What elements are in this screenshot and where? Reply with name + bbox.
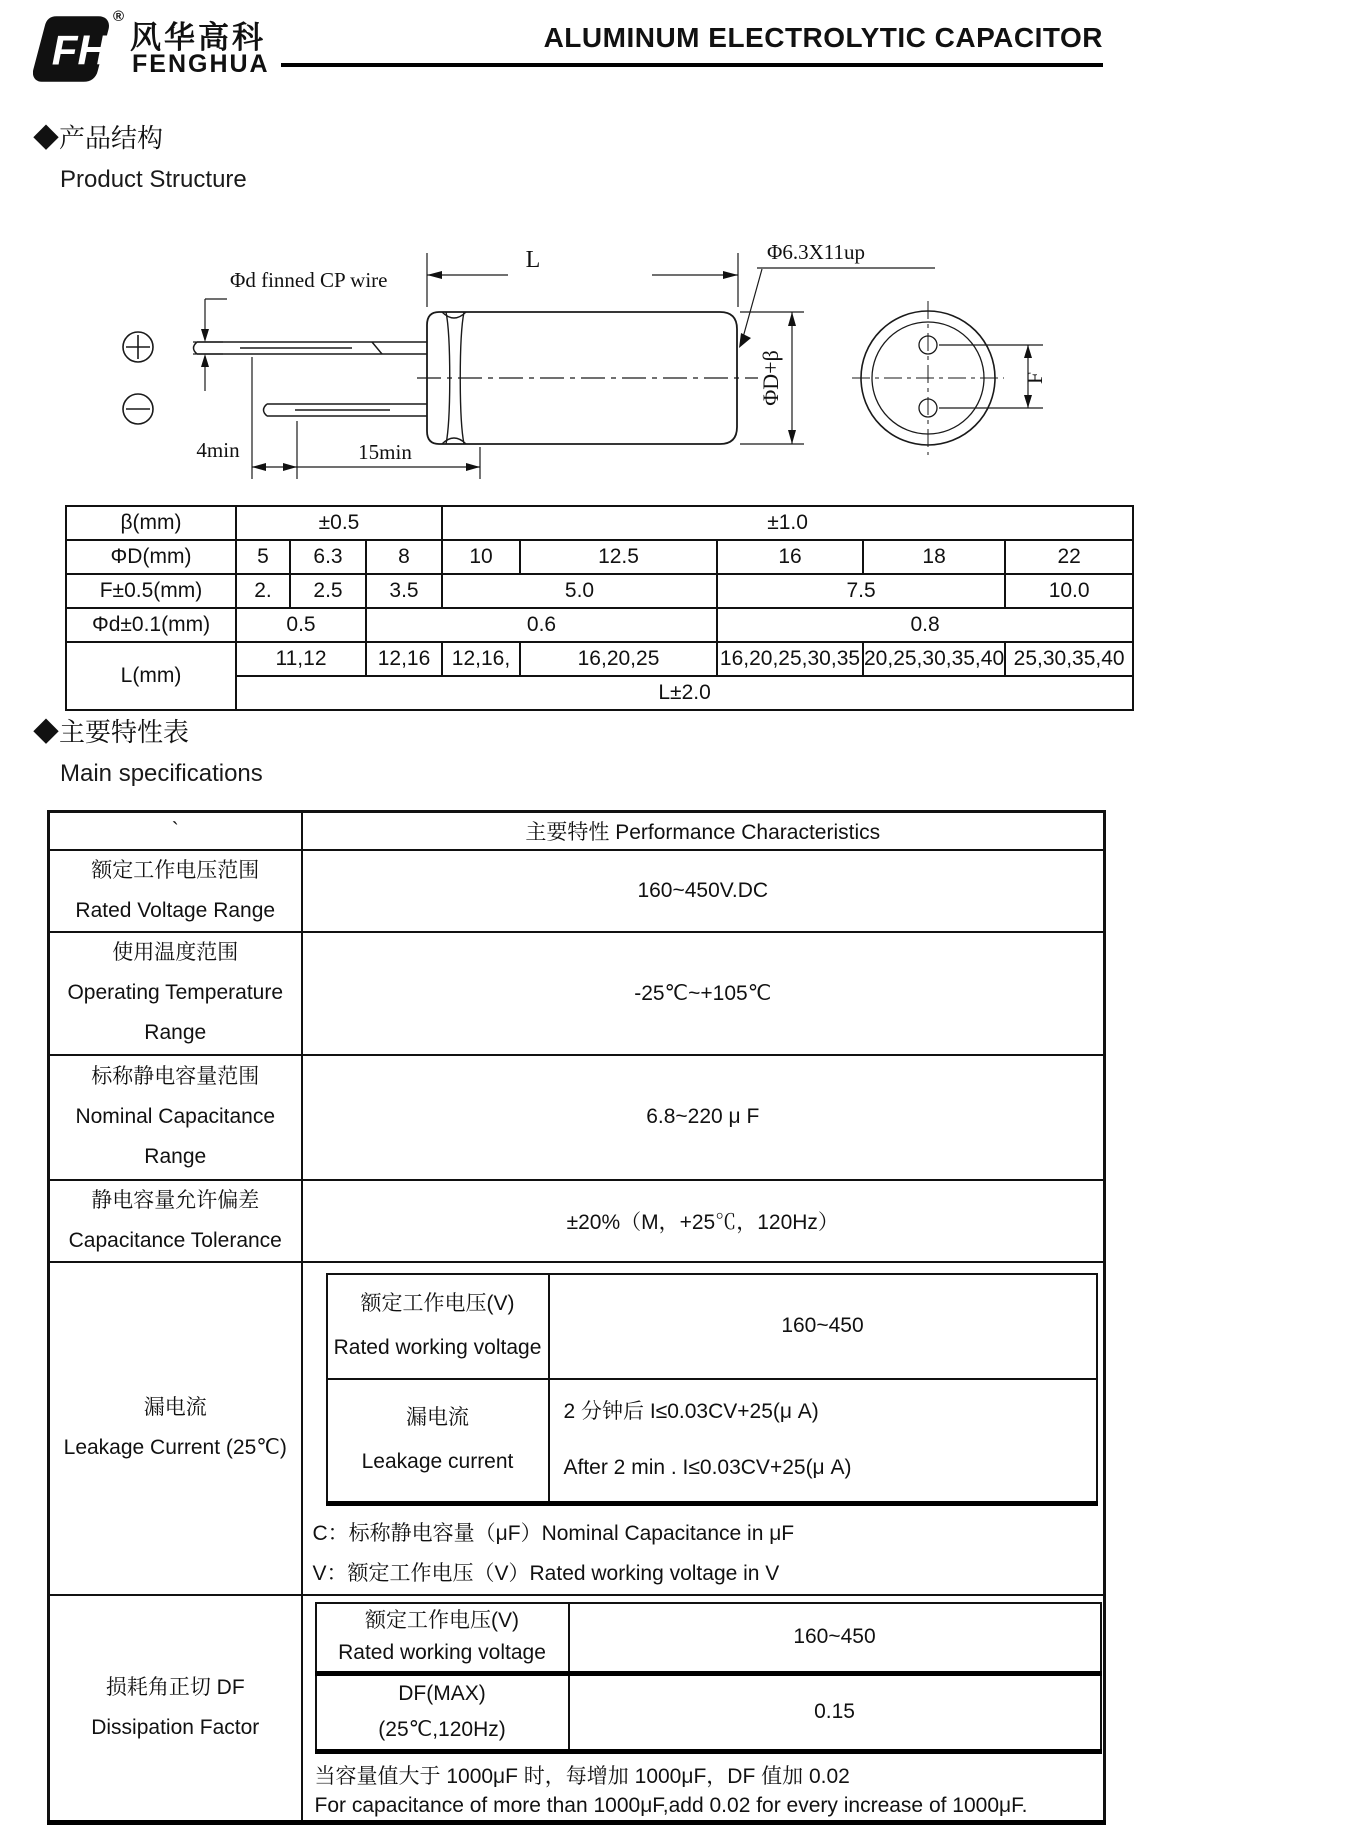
leakage-cell xyxy=(302,1262,1105,1596)
length-tolerance: L±2.0 xyxy=(236,676,1133,710)
table-row xyxy=(49,1055,1105,1180)
row-label xyxy=(327,1274,549,1379)
label-en: Rated working voltage xyxy=(338,1641,546,1665)
doc-title: ALUMINUM ELECTROLYTIC CAPACITOR xyxy=(543,22,1103,53)
df-voltage-value: 160~450 xyxy=(569,1603,1101,1673)
svg-text:FH: FH xyxy=(51,26,108,74)
cell: 20,25,30,35,40 xyxy=(863,642,1005,676)
label-en: Operating Temperature xyxy=(67,981,284,1004)
logo-text-cn: 风华高科 xyxy=(130,20,266,55)
cell: 5 xyxy=(236,540,290,574)
label-cn: 标称静电容量范围 xyxy=(91,1065,260,1088)
row-label: β(mm) xyxy=(66,506,236,540)
temperature-range-value: -25℃~+105℃ xyxy=(302,932,1105,1055)
registered-trademark: ® xyxy=(113,8,125,25)
row-label: F±0.5(mm) xyxy=(66,574,236,608)
spec-header: 主要特性 Performance Characteristics xyxy=(302,812,1105,850)
leakage-note-v: V：额定工作电压（V）Rated working voltage in V xyxy=(312,1562,780,1585)
leakage-inner-table xyxy=(326,1273,1098,1507)
main-spec-table xyxy=(47,810,1106,1825)
cell: 0.8 xyxy=(717,608,1133,642)
lead-diameter-dimension xyxy=(193,299,227,391)
table-row xyxy=(49,812,1105,850)
row-label xyxy=(49,1595,302,1822)
cell: 12.5 xyxy=(520,540,717,574)
table-row xyxy=(49,1180,1105,1262)
df-max-value: 0.15 xyxy=(569,1673,1101,1751)
label-cn: 使用温度范围 xyxy=(112,941,239,964)
length-dimension xyxy=(427,253,738,307)
cell: 10 xyxy=(442,540,520,574)
section-title-cn: ◆主要特性表 xyxy=(33,717,190,747)
cell: 18 xyxy=(863,540,1005,574)
row-label xyxy=(49,1180,302,1262)
table-row xyxy=(66,608,1133,642)
cell: 2.5 xyxy=(290,574,366,608)
df-condition: (25℃,120Hz) xyxy=(378,1718,506,1741)
length-dimension-label: L xyxy=(525,247,541,273)
capacitance-range-value: 6.8~220 μ F xyxy=(302,1055,1105,1180)
lead-min-label: 4min xyxy=(196,438,240,462)
lead-wire-label: Φd finned CP wire xyxy=(230,268,388,292)
row-label xyxy=(316,1673,569,1751)
table-row xyxy=(49,1595,1105,1822)
cell: 8 xyxy=(366,540,442,574)
label-en: Nominal Capacitance xyxy=(75,1105,276,1128)
df-label: DF(MAX) xyxy=(398,1682,486,1705)
formula-en: After 2 min . I≤0.03CV+25(μ A) xyxy=(563,1456,852,1480)
dimensions-table xyxy=(65,505,1134,711)
cell: 22 xyxy=(1005,540,1133,574)
label-en: Leakage Current (25℃) xyxy=(63,1436,287,1460)
row-label xyxy=(49,1055,302,1180)
label-en: Rated working voltage xyxy=(333,1336,542,1359)
row-label: Φd±0.1(mm) xyxy=(66,608,236,642)
row-label: ΦD(mm) xyxy=(66,540,236,574)
fenghua-logo-icon xyxy=(33,12,111,86)
cell: 0.5 xyxy=(236,608,366,642)
table-row xyxy=(316,1673,1101,1751)
section-title-cn: ◆产品结构 xyxy=(33,123,164,153)
cell: 25,30,35,40 xyxy=(1005,642,1133,676)
logo-text-en: FENGHUA xyxy=(132,50,270,78)
row-label xyxy=(49,850,302,932)
beta-tol-small: ±0.5 xyxy=(236,506,442,540)
label-en2: Range xyxy=(144,1145,207,1168)
section-title-en: Product Structure xyxy=(60,166,247,193)
table-row xyxy=(66,574,1133,608)
label-en2: Range xyxy=(144,1021,207,1044)
vent-label: Φ6.3X11up xyxy=(767,240,865,264)
df-inner-table xyxy=(315,1602,1102,1754)
cell: 0.6 xyxy=(366,608,717,642)
cell: 3.5 xyxy=(366,574,442,608)
table-row xyxy=(49,850,1105,932)
section-main-specifications xyxy=(33,712,263,788)
section-title-en: Main specifications xyxy=(60,760,263,787)
table-row xyxy=(49,932,1105,1055)
cell: 5.0 xyxy=(442,574,717,608)
label-cn: 额定工作电压(V) xyxy=(360,1292,515,1315)
row-label xyxy=(49,932,302,1055)
leakage-voltage-value: 160~450 xyxy=(549,1274,1097,1379)
lead-wires xyxy=(194,342,428,416)
df-cell xyxy=(302,1595,1105,1822)
table-row xyxy=(316,1603,1101,1673)
cell: 10.0 xyxy=(1005,574,1133,608)
table-row xyxy=(66,506,1133,540)
row-label: L(mm) xyxy=(66,642,236,710)
pitch-dimension-label: F xyxy=(1022,371,1047,385)
label-cn: 漏电流 xyxy=(406,1406,469,1430)
table-row xyxy=(327,1274,1097,1379)
formula-cn: 2 分钟后 I≤0.03CV+25(μ A) xyxy=(563,1400,819,1424)
diameter-dimension-label: ΦD+β xyxy=(758,350,783,406)
lead-length-label: 15min xyxy=(358,440,412,464)
cell: 2. xyxy=(236,574,290,608)
label-cn: 静电容量允许偏差 xyxy=(91,1188,260,1212)
cell: 16,20,25 xyxy=(520,642,717,676)
table-row xyxy=(66,642,1133,676)
label-cn: 漏电流 xyxy=(143,1396,207,1420)
label-cn: 额定工作电压(V) xyxy=(365,1609,519,1633)
beta-tol-large: ±1.0 xyxy=(442,506,1133,540)
tolerance-value: ±20%（M，+25℃，120Hz） xyxy=(302,1180,1105,1262)
leakage-note-c: C：标称静电容量（μF）Nominal Capacitance in μF xyxy=(312,1522,795,1545)
corner-cell: ` xyxy=(49,812,302,850)
label-en: Rated Voltage Range xyxy=(75,898,276,922)
table-row xyxy=(66,540,1133,574)
label-en: Leakage current xyxy=(361,1450,514,1474)
df-note-cn: 当容量值大于 1000μF 时，每增加 1000μF，DF 值加 0.02 xyxy=(314,1764,850,1788)
label-en: Dissipation Factor xyxy=(91,1715,260,1739)
negative-terminal-icon xyxy=(123,394,153,424)
row-label xyxy=(327,1379,549,1504)
row-label xyxy=(316,1603,569,1673)
leakage-formula xyxy=(549,1379,1097,1504)
title-rule xyxy=(281,63,1103,67)
table-row xyxy=(327,1379,1097,1504)
section-product-structure xyxy=(33,118,247,194)
label-en: Capacitance Tolerance xyxy=(68,1228,282,1252)
df-note-en: For capacitance of more than 1000μF,add 0.02 for every increase of 1000μF. xyxy=(314,1793,1028,1817)
row-label xyxy=(49,1262,302,1596)
rated-voltage-value: 160~450V.DC xyxy=(302,850,1105,932)
cell: 16,20,25,30,35 xyxy=(717,642,863,676)
table-row xyxy=(49,1262,1105,1596)
label-cn: 额定工作电压范围 xyxy=(91,858,260,882)
vent-callout-line xyxy=(739,268,935,348)
cell: 12,16, xyxy=(442,642,520,676)
cell: 7.5 xyxy=(717,574,1005,608)
cell: 16 xyxy=(717,540,863,574)
positive-terminal-icon xyxy=(123,332,153,362)
cell: 6.3 xyxy=(290,540,366,574)
cell: 11,12 xyxy=(236,642,366,676)
capacitor-end-view xyxy=(852,301,1004,455)
capacitor-structure-diagram xyxy=(90,195,1130,500)
cell: 12,16 xyxy=(366,642,442,676)
label-cn: 损耗角正切 DF xyxy=(105,1675,245,1699)
